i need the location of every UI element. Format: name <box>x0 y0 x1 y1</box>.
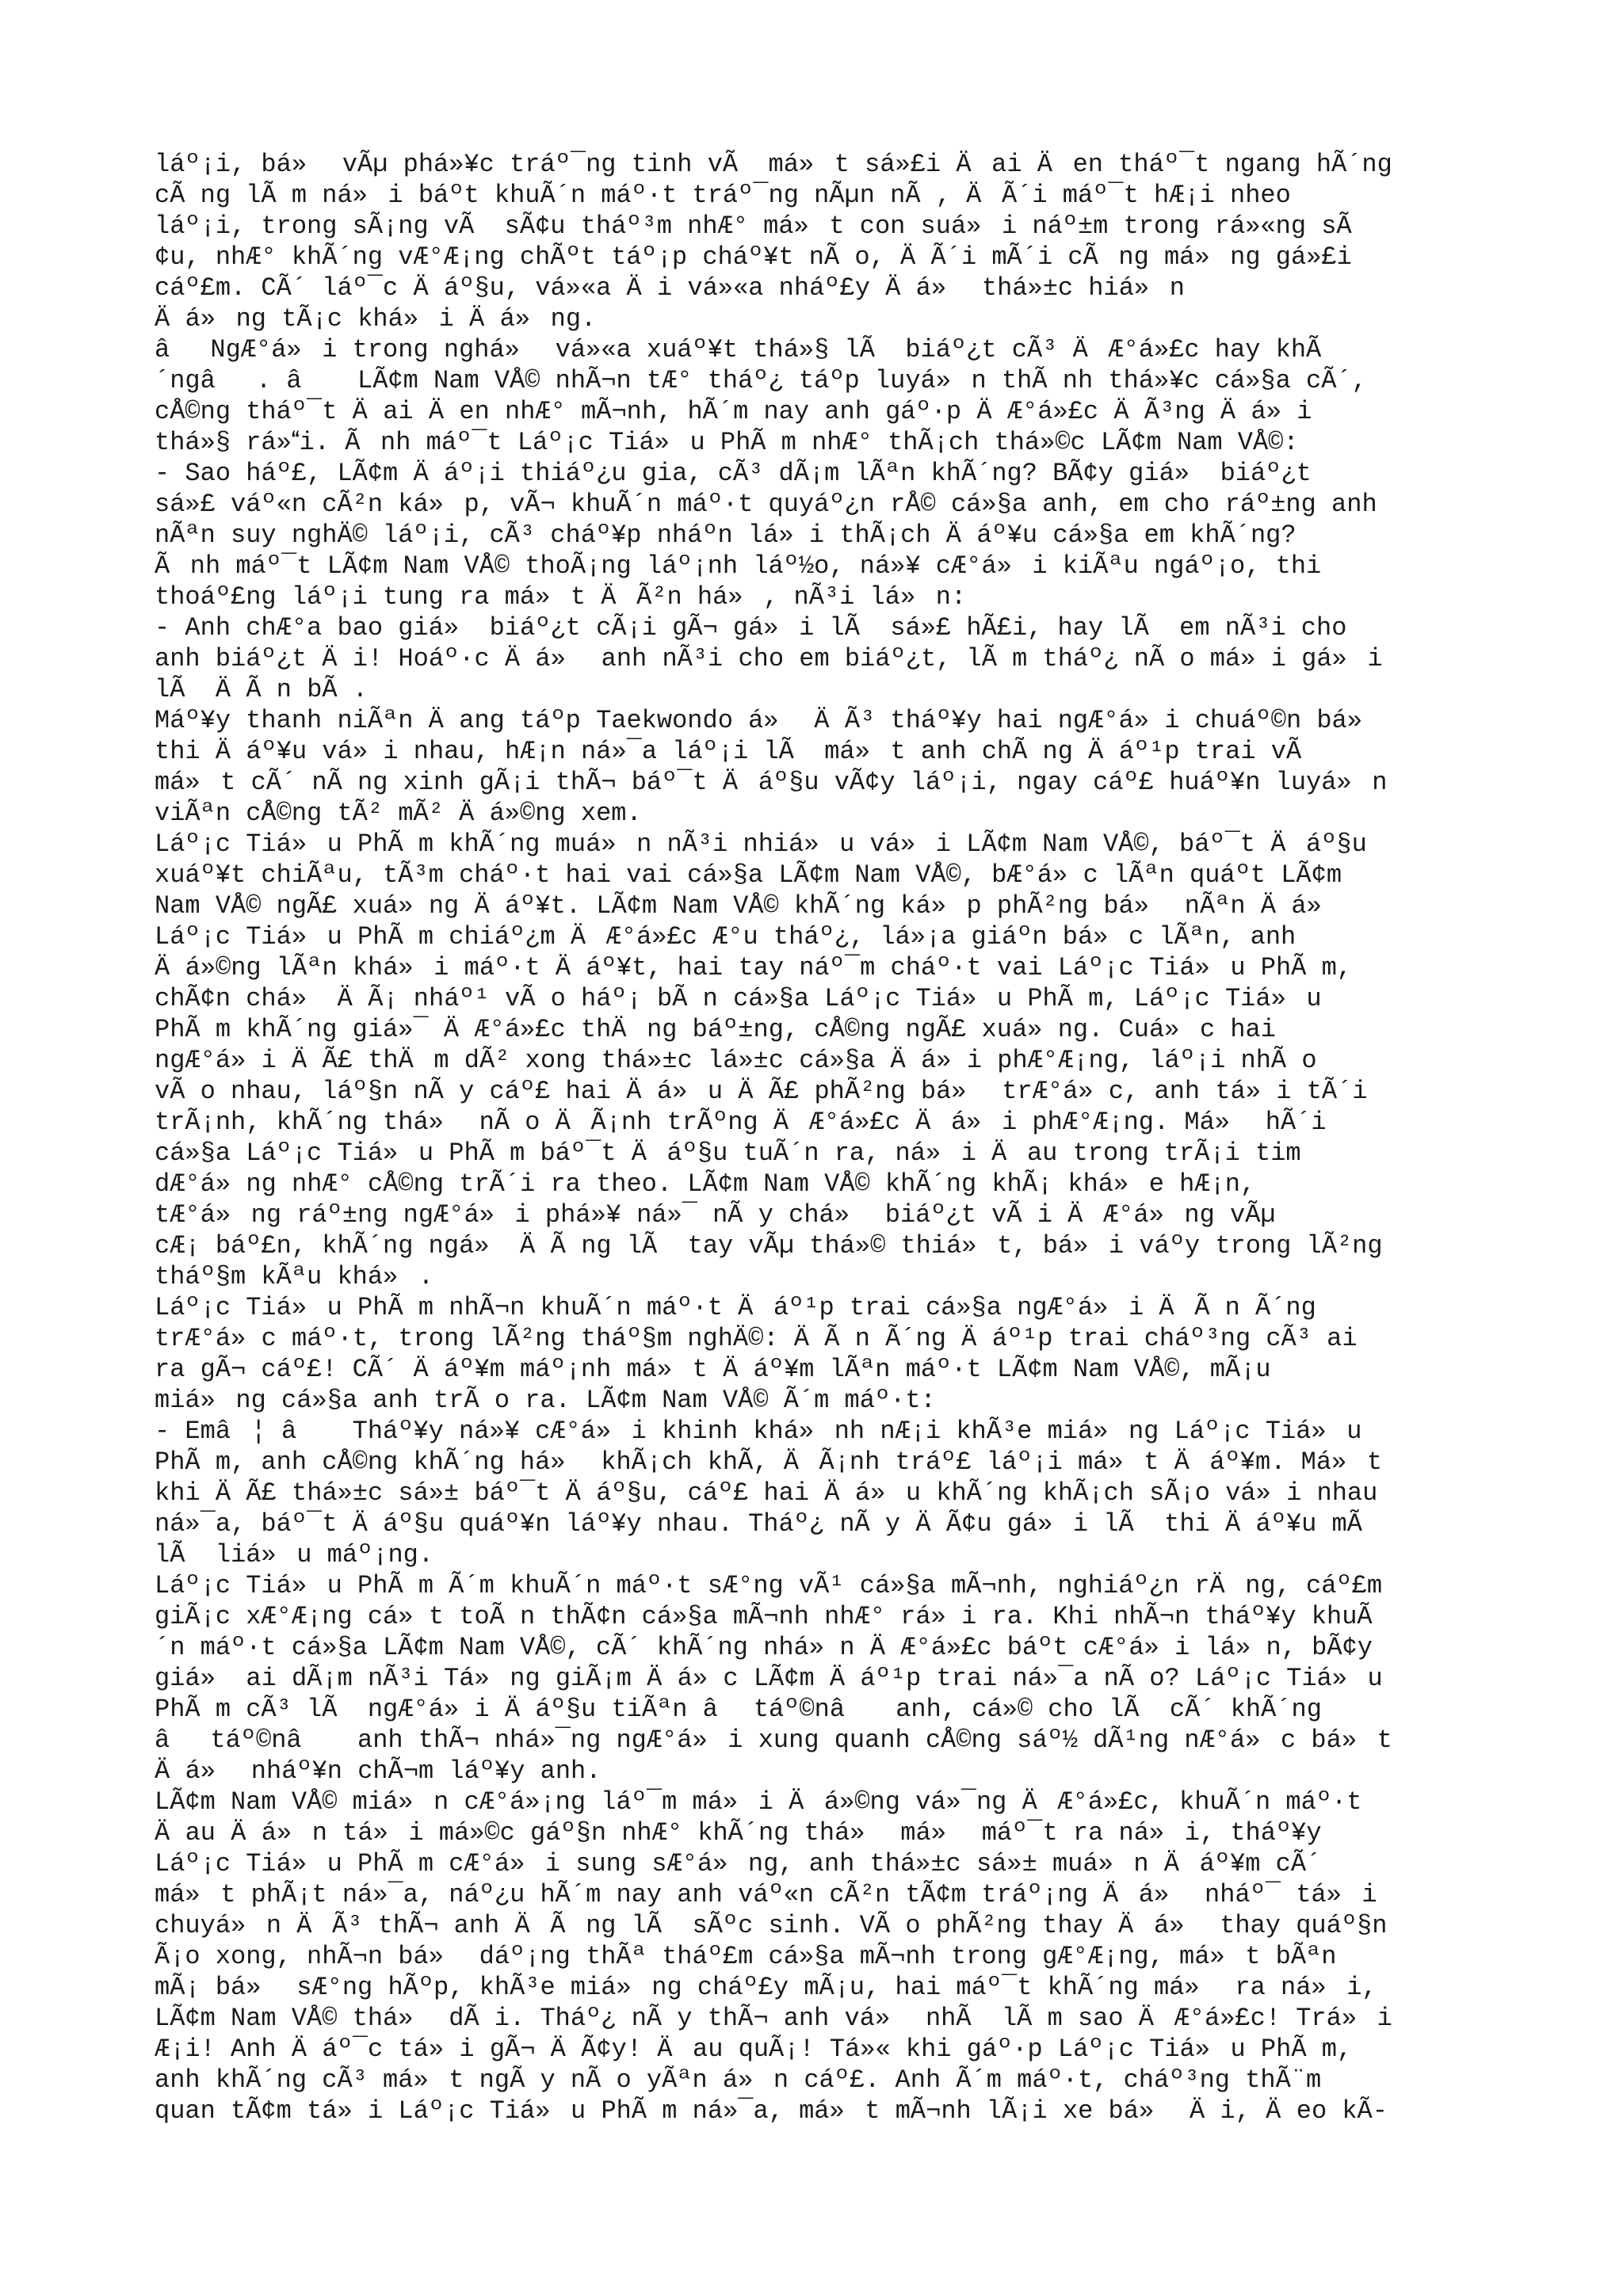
text-line: ná»¯a, báº¯t Äáº§u quáº¥n láº¥y nhau. Tháº¿ nÃ y ÄÃ¢u gá»i lÃ thi Äáº¥u mÃ <box>155 1509 1362 1539</box>
text-line: trÃ¡nh, khÃ´ng thá» nÃ o ÄÃ¡nh trÃºng ÄÆ°á»£c Äá»i phÆ°Æ¡ng. Má» hÃ´i <box>155 1108 1327 1137</box>
text-line: xuáº¥t chiÃªu, tÃ³m cháº·t hai vai cá»§a LÃ¢m Nam VÅ©, bÆ°á»c lÃªn quáºt LÃ¢m <box>155 860 1342 890</box>
text-line: mÃ¡ bá» sÆ°ng hÃºp, khÃ³e miá»ng cháº£y mÃ¡u, hai máº¯t khÃ´ng má» ra ná»i, <box>155 1973 1377 2002</box>
text-line: vÃ o nhau, láº§n nÃ y cáº£ hai Äá»u ÄÃ£ phÃ²ng bá» trÆ°á»c, anh tá»i tÃ´i <box>155 1077 1368 1106</box>
text-line: cÆ¡ báº£n, khÃ´ng ngá» ÄÃng lÃ tay vÃµ thá»© thiá»t, bá»i váºy trong lÃ²ng <box>155 1231 1383 1261</box>
text-line: tháº§m kÃªu khá». <box>155 1262 434 1291</box>
text-line: láº¡i, bá» vÃµ phá»¥c tráº¯ng tinh vÃ má»t sá»£i Äai Äen tháº¯t ngang hÃ´ng <box>155 150 1392 179</box>
text-line: sá»£ váº«n cÃ²n ká»p, vÃ¬ khuÃ´n máº·t quyáº¿n rÅ© cá»§a anh, em cho ráº±ng anh <box>155 490 1377 519</box>
text-line: giÃ¡c xÆ°Æ¡ng cá»t toÃ n thÃ¢n cá»§a mÃ¬nh nhÆ° rá»i ra. Khi nhÃ¬n tháº¥y khuÃ <box>155 1602 1373 1631</box>
text-line: cáº£m. CÃ´ láº¯c Äáº§u, vá»«a Äi vá»«a nháº£y Äá» thá»±c hiá»n <box>155 273 1185 303</box>
text-line: - Anh chÆ°a bao giá» biáº¿t cÃ¡i gÃ¬ gá»i lÃ sá»£ hÃ£i, hay lÃ em nÃ³i cho <box>155 613 1347 643</box>
text-line: ´n máº·t cá»§a LÃ¢m Nam VÅ©, cÃ´ khÃ´ng nhá»n ÄÆ°á»£c báºt cÆ°á»i lá»n, bÃ¢y <box>155 1633 1373 1662</box>
text-line: ¢u, nhÆ° khÃ´ng vÆ°Æ¡ng chÃºt táº¡p cháº¥t nÃ o, ÄÃ´i mÃ´i cÃng má»ng gá»£i <box>155 242 1352 272</box>
text-line: Äá» nháº¥n chÃ¬m láº¥y anh. <box>155 1756 601 1786</box>
document-page <box>155 149 1482 2126</box>
text-line: thoáº£ng láº¡i tung ra má»t ÄÃ²n há», nÃ³i lá»n: <box>155 582 967 612</box>
text-line: Ãnh máº¯t LÃ¢m Nam VÅ© thoÃ¡ng láº¡nh láº½o, ná»¥ cÆ°á»i kiÃªu ngáº¡o, thi <box>155 551 1322 581</box>
text-line: Láº¡c Tiá»u PhÃ m chiáº¿m ÄÆ°á»£c Æ°u tháº¿, lá»¡a giáºn bá»c lÃªn, anh <box>155 922 1296 952</box>
text-line: Láº¡c Tiá»u PhÃ m khÃ´ng muá»n nÃ³i nhiá»u vá»i LÃ¢m Nam VÅ©, báº¯t Äáº§u <box>155 830 1367 859</box>
text-line: láº¡i, trong sÃ¡ng vÃ sÃ¢u tháº³m nhÆ° má»t con suá»i náº±m trong rá»«ng sÃ <box>155 212 1352 241</box>
text-line: Ã¡o xong, nhÃ¬n bá» dáº¡ng thÃª tháº£m cá»§a mÃ¬nh trong gÆ°Æ¡ng, má»t bÃªn <box>155 1942 1337 1971</box>
text-line: quan tÃ¢m tá»i Láº¡c Tiá»u PhÃ m ná»¯a, má»t mÃ¬nh lÃ¡i xe bá» Äi, Äeo kÃ- <box>155 2096 1388 2126</box>
text-line: âNgÆ°á»i trong nghá» vá»«a xuáº¥t thá»§ lÃ biáº¿t cÃ³ ÄÆ°á»£c hay khÃ <box>155 335 1322 364</box>
text-line: anh khÃ´ng cÃ³ má»t ngÃ y nÃ o yÃªn á»n cáº£. Anh Ã´m máº·t, cháº³ng thÃ¨m <box>155 2065 1322 2095</box>
text-line: Láº¡c Tiá»u PhÃ m cÆ°á»i sung sÆ°á»ng, anh thá»±c sá»± muá»n Äáº¥m cÃ´ <box>155 1849 1322 1878</box>
text-line: chuyá»n ÄÃ³ thÃ¬ anh ÄÃng lÃ sÃºc sinh. VÃ o phÃ²ng thay Äá» thay quáº§n <box>155 1911 1388 1940</box>
text-line: Máº¥y thanh niÃªn Äang táºp Taekwondo á» ÄÃ³ tháº¥y hai ngÆ°á»i chuáº©n bá» <box>155 706 1383 735</box>
text-line: PhÃ m, anh cÅ©ng khÃ´ng há» khÃ¡ch khÃ, ÄÃ¡nh tráº£ láº¡i má»t Äáº¥m. Má»t <box>155 1447 1383 1477</box>
text-line: LÃ¢m Nam VÅ© miá»n cÆ°á»¡ng láº¯m má»i Äá»©ng vá»¯ng ÄÆ°á»£c, khuÃ´n máº·t <box>155 1787 1362 1817</box>
text-line: cÅ©ng tháº¯t Äai Äen nhÆ° mÃ¬nh, hÃ´m nay anh gáº·p ÄÆ°á»£c ÄÃ³ng Äá»i <box>155 397 1312 426</box>
text-line: LÃ¢m Nam VÅ© thá» dÃ i. Tháº¿ nÃ y thÃ¬ anh vá» nhÃ lÃ m sao ÄÆ°á»£c! Trá»i <box>155 2004 1392 2033</box>
text-line: lÃ ÄÃ n bÃ . <box>155 675 369 704</box>
text-line: giá» ai dÃ¡m nÃ³i Tá»ng giÃ¡m Äá»c LÃ¢m Äáº¹p trai ná»¯a nÃ o? Láº¡c Tiá»u <box>155 1664 1383 1693</box>
text-line: Äau Äá»n tá»i má»©c gáº§n nhÆ° khÃ´ng thá» má» máº¯t ra ná»i, tháº¥y <box>155 1818 1322 1848</box>
text-line: má»t phÃ¡t ná»¯a, náº¿u hÃ´m nay anh váº«n cÃ²n tÃ¢m tráº¡ng Äá» nháº¯ tá»i <box>155 1880 1377 1909</box>
text-line: má»t cÃ´ nÃ ng xinh gÃ¡i thÃ¬ báº¯t Äáº§u vÃ¢y láº¡i, ngay cáº£ huáº¥n luyá»n <box>155 768 1388 797</box>
text-line: tÆ°á»ng ráº±ng ngÆ°á»i phá»¥ ná»¯ nÃ y chá» biáº¿t vÃ i ÄÆ°á»ng vÃµ <box>155 1200 1276 1230</box>
text-line: cÃ ng lÃ m ná»i báºt khuÃ´n máº·t tráº¯ng nÃµn nÃ , ÄÃ´i máº¯t hÆ¡i nheo <box>155 181 1291 210</box>
text-line: viÃªn cÅ©ng tÃ² mÃ² Äá»©ng xem. <box>155 799 642 828</box>
text-line: ra gÃ¬ cáº£! CÃ´ Äáº¥m máº¡nh má»t Äáº¥m lÃªn máº·t LÃ¢m Nam VÅ©, mÃ¡u <box>155 1355 1271 1384</box>
text-line: chÃ¢n chá» ÄÃ¡ nháº¹ vÃ o háº¡ bÃ n cá»§a Láº¡c Tiá»u PhÃ m, Láº¡c Tiá»u <box>155 984 1322 1013</box>
text-line: Æ¡i! Anh Äáº¯c tá»i gÃ¬ ÄÃ¢y! Äau quÃ¡! Tá»« khi gáº·p Láº¡c Tiá»u PhÃ m, <box>155 2035 1353 2064</box>
text-line: Láº¡c Tiá»u PhÃ m Ã´m khuÃ´n máº·t sÆ°ng vÃ¹ cá»§a mÃ¬nh, nghiáº¿n rÄng, cáº£m <box>155 1571 1383 1600</box>
text-line: - Emâ¦ â Tháº¥y ná»¥ cÆ°á»i khinh khá»nh nÆ¡i khÃ³e miá»ng Láº¡c Tiá»u <box>155 1417 1362 1446</box>
text-line: Nam VÅ© ngÃ£ xuá»ng Äáº¥t. LÃ¢m Nam VÅ© khÃ´ng ká»p phÃ²ng bá» nÃªn Äá» <box>155 891 1342 921</box>
text-line: dÆ°á»ng nhÆ° cÅ©ng trÃ´i ra theo. LÃ¢m Nam VÅ© khÃ´ng khÃ¡ khá»e hÆ¡n, <box>155 1169 1256 1199</box>
text-line: Äá»©ng lÃªn khá»i máº·t Äáº¥t, hai tay náº¯m cháº·t vai Láº¡c Tiá»u PhÃ m, <box>155 953 1352 982</box>
text-line: ngÆ°á»i ÄÃ£ thÄm dÃ² xong thá»±c lá»±c cá»§a Äá»i phÆ°Æ¡ng, láº¡i nhÃ o <box>155 1046 1317 1075</box>
text-line: thá»§ rá»i. Ãnh máº¯t Láº¡c Tiá»u PhÃ m nhÆ° thÃ¡ch thá»©c LÃ¢m Nam VÅ©: <box>155 428 1299 457</box>
text-line: trÆ°á»c máº·t, trong lÃ²ng tháº§m nghÄ©: ÄÃ n Ã´ng Äáº¹p trai cháº³ng cÃ³ ai <box>155 1324 1358 1353</box>
text-line: Äá»ng tÃ¡c khá»i Äá»ng. <box>155 304 597 334</box>
text-line: thi Äáº¥u vá»i nhau, hÆ¡n ná»¯a láº¡i lÃ má»t anh chÃ ng Äáº¹p trai vÃ <box>155 737 1302 766</box>
text-line: miá»ng cá»§a anh trÃ o ra. LÃ¢m Nam VÅ© Ã´m máº·t: <box>155 1386 936 1415</box>
text-line: PhÃ m khÃ´ng giá»¯ ÄÆ°á»£c thÄng báº±ng, cÅ©ng ngÃ£ xuá»ng. Cuá»c hai <box>155 1015 1276 1044</box>
text-line: - Sao háº£, LÃ¢m Äáº¡i thiáº¿u gia, cÃ³ dÃ¡m lÃªn khÃ´ng? BÃ¢y giá» biáº¿t <box>155 459 1312 488</box>
text-line: PhÃ m cÃ³ lÃ ngÆ°á»i Äáº§u tiÃªn âtáº©nâ anh, cá»© cho lÃ cÃ´ khÃ´ng <box>155 1695 1322 1724</box>
text-line: âtáº©nâ anh thÃ¬ nhá»¯ng ngÆ°á»i xung quanh cÅ©ng sáº½ dÃ¹ng nÆ°á»c bá»t <box>155 1726 1392 1755</box>
text-line: lÃ liá»u máº¡ng. <box>155 1540 434 1569</box>
text-line: cá»§a Láº¡c Tiá»u PhÃ m báº¯t Äáº§u tuÃ´n ra, ná»i Äau trong trÃ¡i tim <box>155 1138 1301 1168</box>
text-line: khi ÄÃ£ thá»±c sá»± báº¯t Äáº§u, cáº£ hai Äá»u khÃ´ng khÃ¡ch sÃ¡o vá»i nhau <box>155 1478 1378 1508</box>
text-line: anh biáº¿t Äi! Hoáº·c Äá» anh nÃ³i cho em biáº¿t, lÃ m tháº¿ nÃ o má»i gá»i <box>155 644 1383 673</box>
text-line: ´ngâ. â LÃ¢m Nam VÅ© nhÃ¬n tÆ° tháº¿ táºp luyá»n thÃ nh thá»¥c cá»§a cÃ´, <box>155 366 1367 395</box>
text-line: nÃªn suy nghÄ© láº¡i, cÃ³ cháº¥p nháºn lá»i thÃ¡ch Äáº¥u cá»§a em khÃ´ng? <box>155 521 1296 550</box>
text-line: Láº¡c Tiá»u PhÃ m nhÃ¬n khuÃ´n máº·t Äáº¹p trai cá»§a ngÆ°á»i ÄÃ n Ã´ng <box>155 1293 1316 1322</box>
